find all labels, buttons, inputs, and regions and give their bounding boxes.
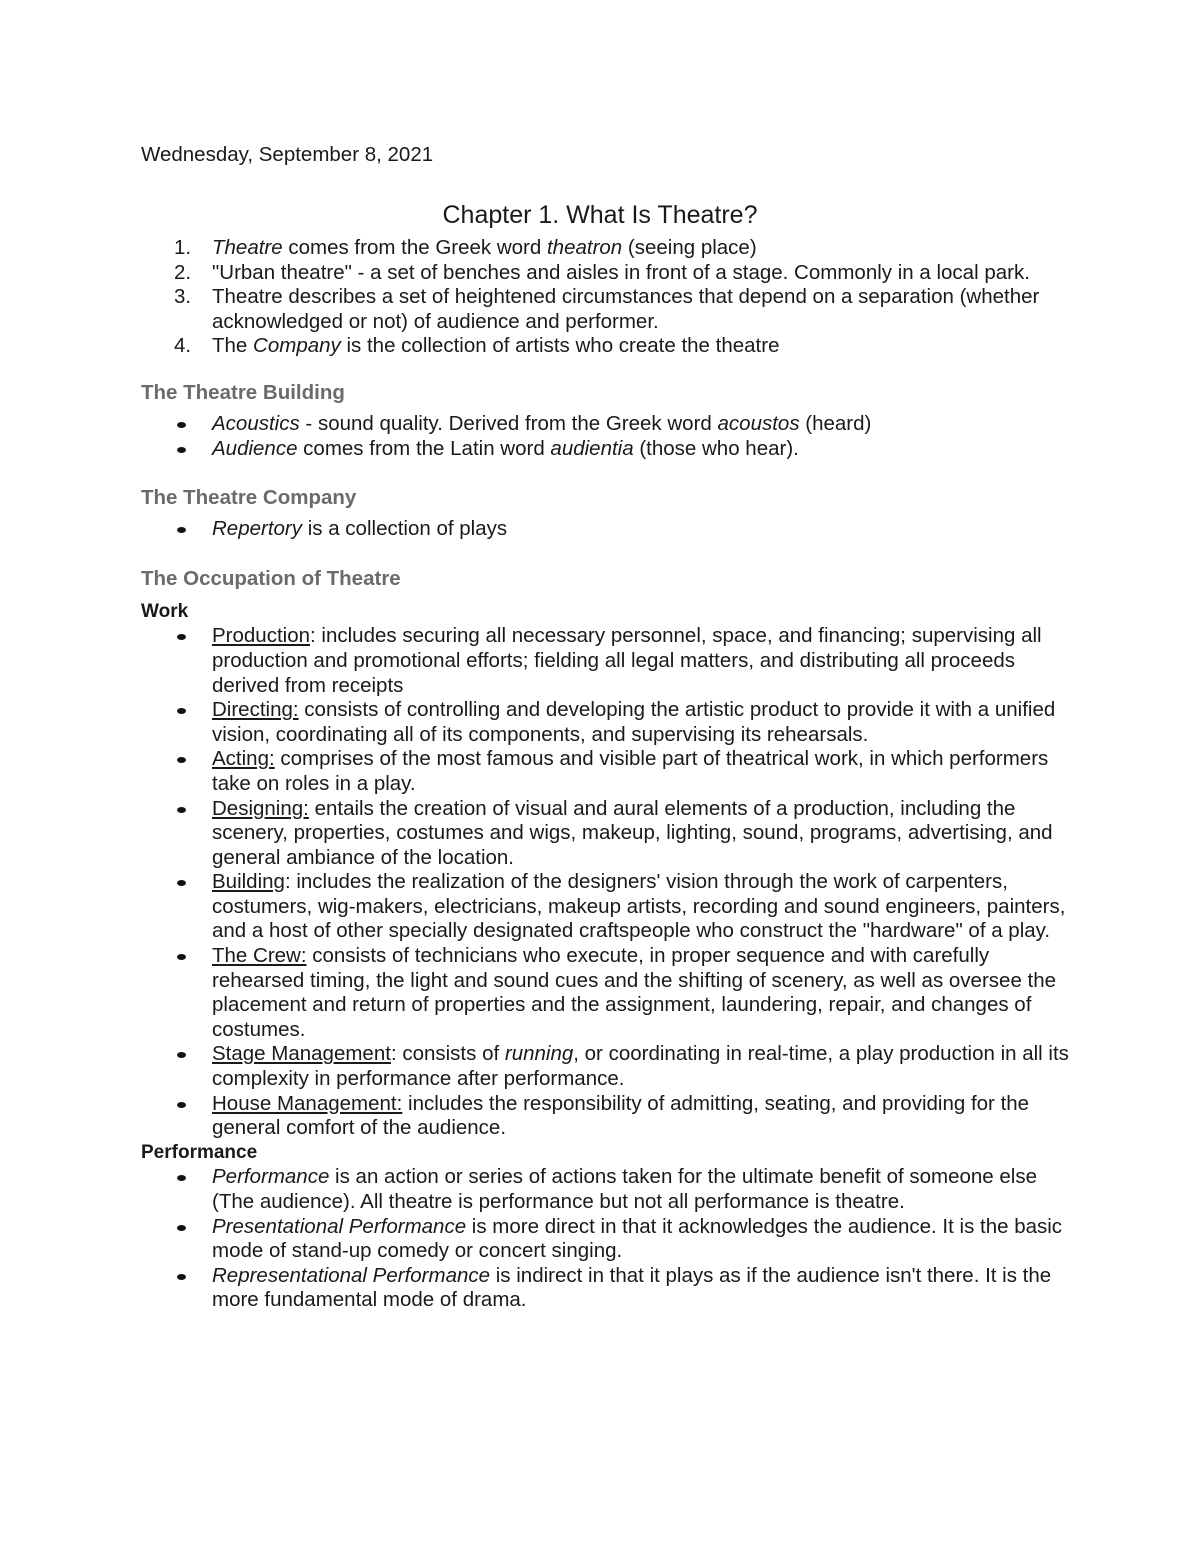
term-italic: Theatre: [212, 236, 283, 259]
list-item: [141, 747, 1071, 796]
list-text: includes the responsibility of admitting, seating, and providing for the general comfort of the audience.: [212, 1091, 1030, 1140]
list-number: 1.: [174, 236, 192, 259]
list-number: 2.: [174, 260, 192, 284]
term-italic: audientia: [550, 436, 634, 460]
term-underlined: Stage Management: [212, 1042, 391, 1066]
work-bullet-list: [141, 624, 1071, 1140]
company-bullet-list: [141, 517, 1071, 542]
list-item: [141, 285, 1071, 334]
section-heading-company: The Theatre Company: [141, 486, 357, 510]
list-item: [141, 437, 1071, 462]
list-item: [141, 334, 1071, 359]
list-text: is more direct in that it acknowledges the audience. It is the basic mode of stand-up comedy or concert singing.: [212, 1214, 1063, 1263]
list-text: The: [212, 334, 254, 358]
list-text: : includes the realization of the designers' vision through the work of carpenters, costumers, wig-makers, electricians, makeup artists, recording and sound engineers, painters, and a host of other specially designated craftspeople who construct the "hardware" of a play.: [212, 870, 1066, 943]
list-text: comprises of the most famous and visible part of theatrical work, in which performers take on roles in a play.: [212, 747, 1049, 795]
building-bullet-list: [141, 412, 1071, 461]
term-italic: Audience: [212, 436, 298, 460]
section-heading-building: The Theatre Building: [141, 380, 345, 404]
intro-numbered-list: [141, 236, 1071, 359]
list-item: [141, 1092, 1071, 1141]
term-italic: acoustos: [717, 411, 800, 435]
section-heading-occupation: The Occupation of Theatre: [141, 566, 401, 590]
list-item: [141, 412, 1071, 437]
list-item: [141, 1215, 1071, 1264]
list-text: entails the creation of visual and aural elements of a production, including the scenery, properties, costumes and wigs, makeup, lighting, sound, programs, advertising, and general ambiance of the location.: [212, 796, 1053, 869]
term-italic: Company: [253, 334, 341, 358]
subheading-work: Work: [141, 600, 189, 622]
term-underlined: The Crew:: [212, 944, 307, 968]
term-italic: Acoustics: [212, 411, 300, 435]
list-text: (seeing place): [622, 236, 757, 259]
document-content: [141, 236, 1071, 1313]
list-text: : includes securing all necessary personnel, space, and financing; supervising all production and promotional efforts; fielding all legal matters, and distributing all proceeds derived from receipts: [212, 624, 1042, 697]
term-italic: Representational Performance: [212, 1263, 491, 1287]
list-text: consists of controlling and developing the artistic product to provide it with a unified vision, coordinating all of its components, and supervising its rehearsals.: [212, 698, 1056, 746]
list-text: is the collection of artists who create the theatre: [340, 334, 780, 358]
list-text: , or coordinating in real-time, a play production in all its complexity in performance after performance.: [212, 1042, 1069, 1091]
list-text: Theatre describes a set of heightened circumstances that depend on a separation (whether acknowledged or not) of audience and performer.: [212, 285, 1040, 333]
list-text: comes from the Greek word: [282, 236, 547, 259]
term-underlined: Directing:: [212, 698, 299, 722]
document-date: Wednesday, September 8, 2021: [141, 143, 434, 166]
term-italic: Repertory: [212, 517, 303, 541]
term-italic: Presentational Performance: [212, 1214, 467, 1238]
term-underlined: Production: [212, 624, 311, 648]
list-item: [141, 698, 1071, 747]
list-text: is indirect in that it plays as if the audience isn't there. It is the more fundamental mode of drama.: [212, 1263, 1052, 1312]
term-underlined: House Management:: [212, 1091, 403, 1115]
list-item: [141, 624, 1071, 698]
list-text: - sound quality. Derived from the Greek word: [299, 411, 718, 435]
list-item: [141, 1165, 1071, 1214]
list-item: [141, 1264, 1071, 1313]
list-text: (heard): [799, 411, 872, 435]
term-italic: theatron: [546, 236, 623, 259]
list-item: [141, 236, 1071, 261]
list-item: [141, 797, 1071, 871]
term-underlined: Building: [212, 870, 285, 894]
list-item: [141, 261, 1071, 286]
term-underlined: Designing:: [212, 796, 309, 820]
term-italic: running: [504, 1042, 574, 1066]
list-text: is an action or series of actions taken for the ultimate benefit of someone else (The audience). All theatre is performance but not all performance is theatre.: [212, 1165, 1037, 1213]
term-underlined: Acting:: [212, 747, 275, 771]
list-text: comes from the Latin word: [297, 436, 551, 460]
list-item: [141, 517, 1071, 542]
performance-bullet-list: [141, 1165, 1071, 1313]
list-text: is a collection of plays: [302, 517, 508, 541]
list-number: 3.: [174, 285, 192, 309]
list-text: (those who hear).: [633, 436, 799, 460]
list-item: [141, 870, 1071, 944]
chapter-title: Chapter 1. What Is Theatre?: [442, 201, 758, 229]
list-item: [141, 1042, 1071, 1091]
subheading-performance: Performance: [141, 1141, 258, 1163]
list-item: [141, 944, 1071, 1042]
list-text: "Urban theatre" - a set of benches and aisles in front of a stage. Commonly in a local park.: [212, 260, 1030, 284]
list-number: 4.: [174, 334, 192, 358]
term-italic: Performance: [212, 1165, 330, 1189]
list-text: consists of technicians who execute, in proper sequence and with carefully rehearsed timing, the light and sound cues and the shifting of scenery, as well as oversee the placement and return of properties and the assignment, laundering, repair, and changes of costumes.: [212, 944, 1057, 1041]
list-text: : consists of: [390, 1042, 505, 1066]
